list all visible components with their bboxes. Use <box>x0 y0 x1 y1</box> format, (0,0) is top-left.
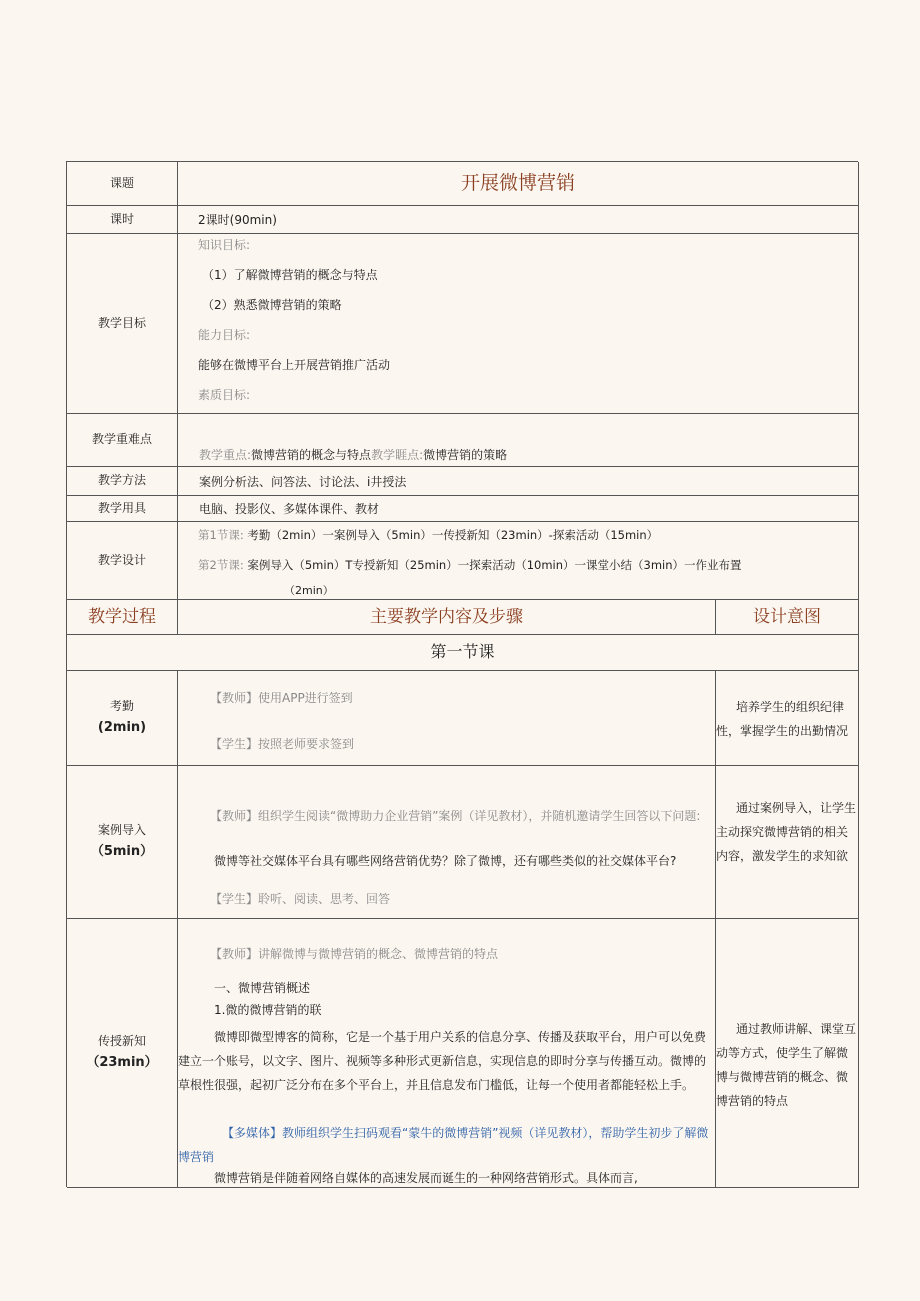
section-first-lesson <box>67 635 859 671</box>
quality-goal-heading: 素质目标: <box>198 388 251 402</box>
case-student-step: 【学生】聆听、阅读、思考、回答 <box>210 892 391 906</box>
attendance-student-step: 【学生】按照老师要求签到 <box>210 737 355 751</box>
design-lesson-2-heading: 第2节课: <box>198 558 244 572</box>
case-content-cell <box>178 766 716 919</box>
knowledge-goal-1: （1）了解微博营销的概念与特点 <box>202 268 378 282</box>
design-lesson-2-tail: （2min） <box>284 584 334 597</box>
knowledge-goal-2: （2）熟悉微博营销的策略 <box>202 298 342 312</box>
design-lesson-1-heading: 第1节课: <box>198 528 244 542</box>
attendance-teacher-step: 【教师】使用APP进行签到 <box>210 691 353 705</box>
design-lesson-2-text: 案例导入（5min）T专授新知（25min）一探索活动（10min）一课堂小结（3min）一作业布置 <box>247 558 742 572</box>
process-header-text: 教学过程 <box>88 606 156 627</box>
teach-intent: 通过教师讲解、课堂互动等方式，使学生了解微博与微博营销的概念、微博营销的特点 <box>716 1022 857 1108</box>
case-duration: （5min） <box>90 844 154 860</box>
goals-cell <box>178 234 859 414</box>
ability-goal-1: 能够在微博平台上开展营销推广活动 <box>198 358 391 372</box>
intent-column-header <box>716 600 859 635</box>
method-value: 案例分析法、问答法、讨论法、i井授法 <box>199 475 407 489</box>
teach-label: 传授新知 <box>97 1033 146 1048</box>
design-lesson-2 <box>198 558 742 573</box>
case-intent: 通过案例导入，让学生主动探究微博营销的相关内容，激发学生的求知欲 <box>716 801 857 863</box>
method-cell <box>178 467 859 496</box>
attendance-intent-cell <box>716 671 859 766</box>
attendance-label: 考勤 <box>109 698 134 713</box>
teach-multimedia-step: 【多媒体】教师组织学生扫码观看“蒙牛的微博营销”视频（详见教材），帮助学生初步了解微博营销 <box>178 1126 709 1164</box>
design-cell <box>178 522 859 600</box>
attendance-intent: 培养学生的组织纪律性，掌握学生的出勤情况 <box>716 700 849 738</box>
topic-label: 课题 <box>109 175 134 190</box>
method-label-cell <box>67 467 178 496</box>
teach-section-heading: 一、微博营销概述 <box>214 981 311 995</box>
lesson-title: 开展微博营销 <box>460 172 575 195</box>
case-label-cell <box>67 766 178 919</box>
design-lesson-1-text: 考勤（2min）一案例导入（5min）一传授新知（23min）-探索活动（15min） <box>247 528 659 542</box>
case-teacher-step: 【教师】组织学生阅读“微博助力企业营销”案例（详见教材），并随机邀请学生回答以下问题: <box>210 809 701 823</box>
content-column-header <box>178 600 716 635</box>
lesson-plan-table <box>66 161 858 1187</box>
hours-label-cell <box>67 206 178 234</box>
tools-label: 教学用具 <box>97 500 146 515</box>
section-title: 第一节课 <box>430 642 495 662</box>
keypoints-label-cell <box>67 414 178 467</box>
design-lesson-1 <box>198 528 658 543</box>
teach-paragraph-2: 微博营销是伴随着网络自媒体的高速发展而诞生的一种网络营销形式。具体而言, <box>214 1171 638 1185</box>
hours-value: 2课时(90min) <box>198 213 277 227</box>
process-column-header <box>67 600 178 635</box>
teach-intent-cell <box>716 919 859 1188</box>
key-point-heading: 教学重点: <box>199 448 252 462</box>
knowledge-goal-heading: 知识目标: <box>198 238 251 252</box>
teach-paragraph: 微博即微型博客的简称，它是一个基于用户关系的信息分享、传播及获取平台，用户可以免费建立一个账号，以文字、图片、视频等多种形式更新信息，实现信息的即时分享与传播互动。微博的草根性很强，起初广泛分布在多个平台上，并且信息发布门槛低，让每一个使用者都能轻松上手。 <box>178 1030 707 1092</box>
content-header-text: 主要教学内容及步骤 <box>370 606 523 627</box>
case-question: 微博等社交媒体平台具有哪些网络营销优势？除了微博，还有哪些类似的社交媒体平台? <box>214 854 677 868</box>
key-point-text: 微博营销的概念与特点 <box>251 448 372 462</box>
keypoints-label: 教学重难点 <box>91 432 152 447</box>
difficult-point-heading: 教学睚点: <box>371 448 424 462</box>
method-label: 教学方法 <box>97 473 146 488</box>
topic-label-cell <box>67 162 178 206</box>
keypoints-cell <box>178 414 859 467</box>
attendance-duration: (2min) <box>97 720 147 736</box>
teach-content-cell <box>178 919 716 1188</box>
hours-label: 课时 <box>109 211 134 226</box>
intent-header-text: 设计意图 <box>753 606 821 627</box>
design-label: 教学设计 <box>97 552 146 567</box>
keypoints-text <box>199 448 507 464</box>
difficult-point-text: 微博营销的策略 <box>423 448 508 462</box>
teach-subheading: 1.微的微博营销的联 <box>214 1003 322 1017</box>
design-label-cell <box>67 522 178 600</box>
teach-teacher-step: 【教师】讲解微博与微博营销的概念、微博营销的特点 <box>210 947 499 961</box>
topic-cell <box>178 162 859 206</box>
goals-label-cell <box>67 234 178 414</box>
teach-label-cell <box>67 919 178 1188</box>
hours-cell <box>178 206 859 234</box>
ability-goal-heading: 能力目标: <box>198 328 251 342</box>
case-label: 案例导入 <box>97 822 146 837</box>
tools-label-cell <box>67 496 178 522</box>
goals-label: 教学目标 <box>97 315 146 330</box>
tools-value: 电脑、投影仪、多媒体课件、教材 <box>199 502 380 516</box>
teach-duration: （23min） <box>86 1055 158 1071</box>
case-intent-cell <box>716 766 859 919</box>
attendance-label-cell <box>67 671 178 766</box>
tools-cell <box>178 496 859 522</box>
attendance-content-cell <box>178 671 716 766</box>
